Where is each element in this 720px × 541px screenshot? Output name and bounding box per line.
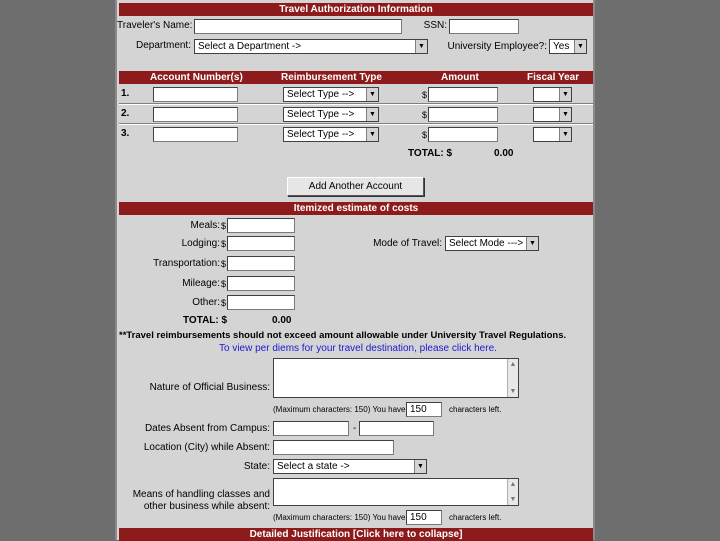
dates-separator: - [353,423,357,434]
account-number-input[interactable] [153,87,238,102]
ssn-input[interactable] [449,19,519,34]
meals-label: Meals: [190,220,220,231]
fiscal-year-select[interactable] [533,107,572,122]
dollar-sign: $ [422,90,428,100]
fiscal-year-select[interactable] [533,127,572,142]
dropdown-arrow-icon: ▼ [574,40,586,53]
nature-of-business-textarea[interactable] [273,358,519,398]
per-diem-link[interactable]: To view per diems for your travel destination, please click here. [219,343,497,354]
col-account-number: Account Number(s) [150,72,243,83]
means-label-line1: Means of handling classes and [132,489,270,500]
amount-input[interactable] [428,87,498,102]
dollar-sign: $ [221,279,227,289]
scroll-up-icon: ▲ [509,481,517,488]
travelers-name-label: Traveler's Name: [117,20,193,31]
travel-authorization-form [115,0,595,540]
reimbursement-notice: **Travel reimbursements should not exceed amount allowable under University Travel Regulations. [119,330,567,341]
chars-left-suffix: characters left. [449,405,502,414]
means-label-line2: other business while absent: [143,501,270,512]
reimbursement-type-value: Select Type --> [287,89,355,100]
dropdown-arrow-icon: ▼ [366,88,378,101]
lodging-label: Lodging: [181,238,220,249]
dates-absent-label: Dates Absent from Campus: [144,423,270,434]
university-employee-label: University Employee?: [447,41,547,52]
mode-of-travel-label: Mode of Travel: [373,238,442,249]
account-row-number: 2. [121,108,130,119]
add-another-account-button[interactable]: Add Another Account [287,177,424,196]
account-number-input[interactable] [153,127,238,142]
dropdown-arrow-icon: ▼ [366,108,378,121]
chars-left-suffix: characters left. [449,513,502,522]
nature-of-business-label: Nature of Official Business: [149,382,270,393]
itemized-total-value: 0.00 [272,315,292,326]
accounts-total-label: TOTAL: $ [408,148,453,159]
scroll-down-icon: ▼ [509,388,517,395]
chars-left-counter [406,402,442,417]
other-input[interactable] [227,295,295,310]
dollar-sign: $ [221,298,227,308]
max-chars-note: (Maximum characters: 150) You have [273,405,406,414]
department-select[interactable] [194,39,428,54]
scroll-down-icon: ▼ [509,496,517,503]
itemized-total-label: TOTAL: $ [183,315,228,326]
means-of-handling-textarea[interactable] [273,478,519,506]
dropdown-arrow-icon: ▼ [526,237,538,250]
section-header-itemized: Itemized estimate of costs [119,202,593,215]
transportation-input[interactable] [227,256,295,271]
amount-input[interactable] [428,107,498,122]
dropdown-arrow-icon: ▼ [559,128,571,141]
reimbursement-type-select[interactable] [283,107,379,122]
dollar-sign: $ [221,239,227,249]
transportation-label: Transportation: [153,258,220,269]
location-input[interactable] [273,440,394,455]
mode-of-travel-value: Select Mode ---> [449,238,524,249]
reimbursement-type-value: Select Type --> [287,109,355,120]
dropdown-arrow-icon: ▼ [559,88,571,101]
location-label: Location (City) while Absent: [143,442,270,453]
mileage-input[interactable] [227,276,295,291]
lodging-input[interactable] [227,236,295,251]
section-header-travel-authorization: Travel Authorization Information [119,3,593,16]
textarea-scrollbar[interactable] [507,359,518,397]
dropdown-arrow-icon: ▼ [366,128,378,141]
dollar-sign: $ [221,259,227,269]
dollar-sign: $ [221,221,227,231]
fiscal-year-select[interactable] [533,87,572,102]
row-divider [119,123,593,125]
scroll-up-icon: ▲ [509,361,517,368]
state-select-value: Select a state -> [277,461,350,472]
account-row-number: 3. [121,128,130,139]
col-fiscal-year: Fiscal Year [527,72,580,83]
ssn-label: SSN: [423,20,447,31]
accounts-total-value: 0.00 [494,148,514,159]
textarea-scrollbar[interactable] [507,479,518,505]
department-select-value: Select a Department -> [198,41,302,52]
row-divider [119,103,593,105]
account-row-number: 1. [121,88,130,99]
account-number-input[interactable] [153,107,238,122]
amount-input[interactable] [428,127,498,142]
state-select[interactable] [273,459,427,474]
state-label: State: [243,461,270,472]
department-label: Department: [135,40,191,51]
dropdown-arrow-icon: ▼ [559,108,571,121]
university-employee-select[interactable] [549,39,587,54]
reimbursement-type-value: Select Type --> [287,129,355,140]
dates-to-input[interactable] [359,421,434,436]
chars-left-counter [406,510,442,525]
reimbursement-type-select[interactable] [283,127,379,142]
dropdown-arrow-icon: ▼ [414,460,426,473]
dates-from-input[interactable] [273,421,349,436]
mileage-label: Mileage: [182,278,220,289]
dollar-sign: $ [422,110,428,120]
travelers-name-input[interactable] [194,19,402,34]
dropdown-arrow-icon: ▼ [415,40,427,53]
col-amount: Amount [441,72,479,83]
other-label: Other: [192,297,220,308]
col-reimbursement-type: Reimbursement Type [281,72,382,83]
max-chars-note: (Maximum characters: 150) You have [273,513,406,522]
university-employee-select-value: Yes [553,41,570,52]
dollar-sign: $ [422,130,428,140]
detailed-justification-toggle[interactable]: Detailed Justification [Click here to collapse] [119,528,593,541]
mode-of-travel-select[interactable] [445,236,539,251]
reimbursement-type-select[interactable] [283,87,379,102]
meals-input[interactable] [227,218,295,233]
